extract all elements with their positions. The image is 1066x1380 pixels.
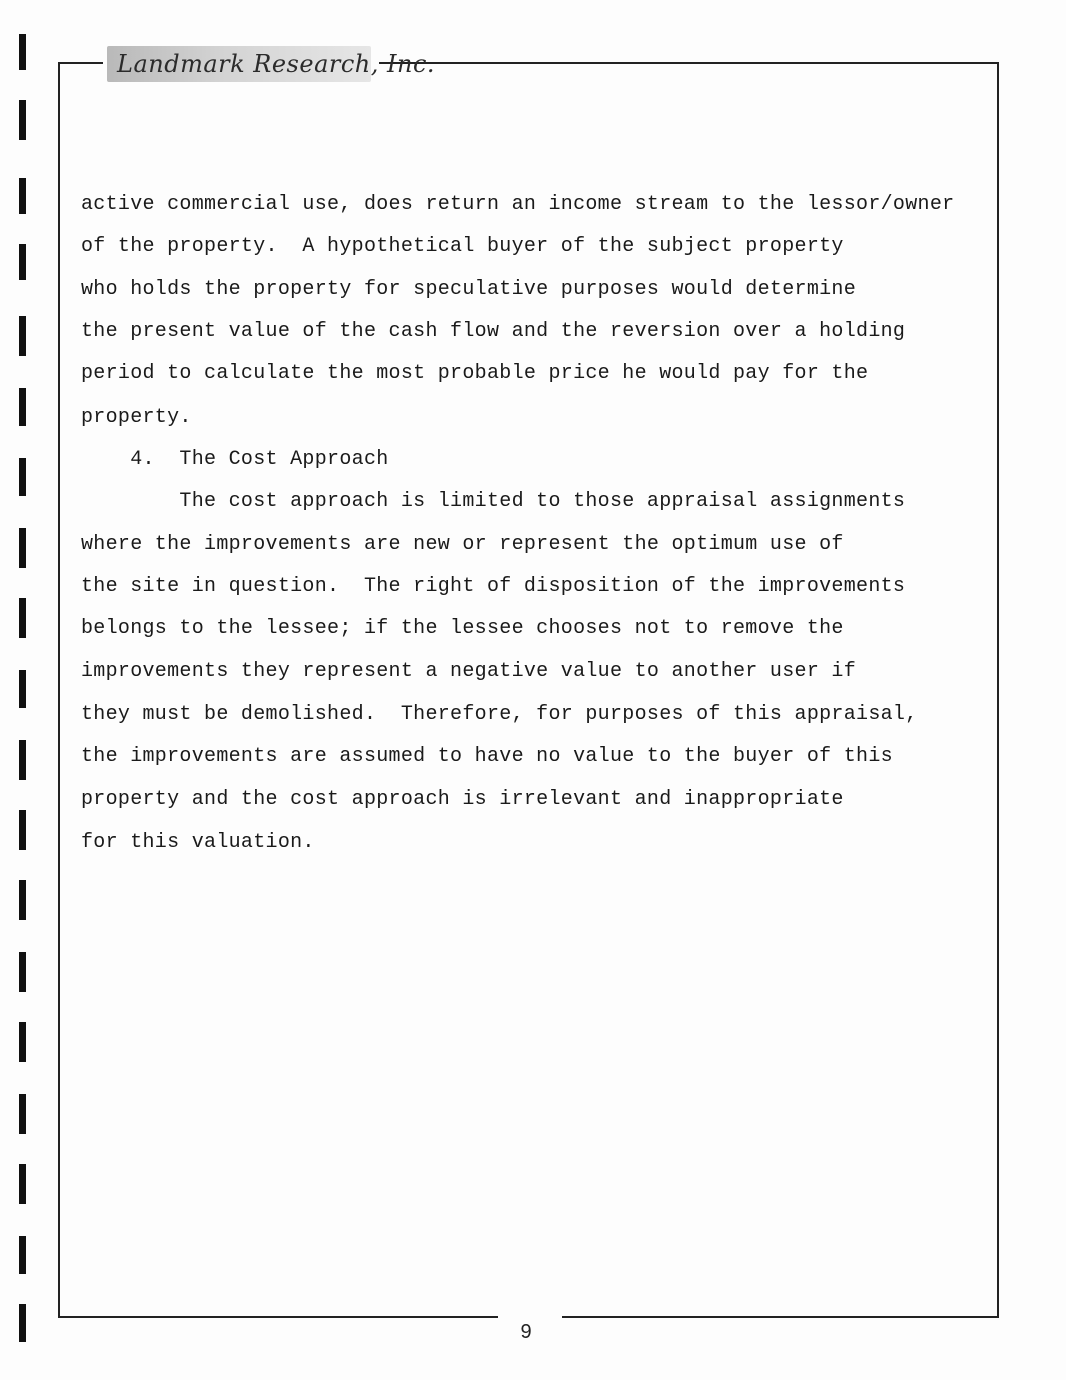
- frame-right-edge: [997, 62, 999, 1318]
- binding-mark: [19, 952, 26, 992]
- body-text-line: who holds the property for speculative purposes would determine: [81, 278, 857, 301]
- binding-mark: [19, 1022, 26, 1062]
- binding-mark: [19, 178, 26, 214]
- body-text-line: where the improvements are new or represent the optimum use of: [81, 533, 844, 556]
- body-text-line: the present value of the cash flow and the reversion over a holding: [81, 320, 906, 343]
- binding-mark: [19, 670, 26, 708]
- binding-mark: [19, 810, 26, 850]
- body-text-line: active commercial use, does return an income stream to the lessor/owner: [81, 193, 955, 216]
- body-text-line: period to calculate the most probable price he would pay for the: [81, 362, 869, 385]
- binding-mark: [19, 1164, 26, 1204]
- binding-mark: [19, 1094, 26, 1134]
- body-text-line: The cost approach is limited to those appraisal assignments: [81, 490, 906, 513]
- company-logo-text: Landmark Research, Inc.: [117, 50, 436, 78]
- body-text-line: the site in question. The right of disposition of the improvements: [81, 575, 906, 598]
- frame-left-edge: [58, 62, 60, 1318]
- binding-mark: [19, 598, 26, 638]
- frame-bottom-right-segment: [562, 1316, 999, 1318]
- frame-top-left-segment: [58, 62, 103, 64]
- page-number: 9: [520, 1321, 532, 1343]
- frame-bottom-left-segment: [58, 1316, 498, 1318]
- body-text-line: the improvements are assumed to have no value to the buyer of this: [81, 745, 893, 768]
- binding-mark: [19, 316, 26, 356]
- binding-mark: [19, 458, 26, 496]
- frame-top-right-segment: [379, 62, 999, 64]
- binding-mark: [19, 244, 26, 280]
- binding-mark: [19, 740, 26, 780]
- company-logo: [107, 46, 436, 82]
- body-text-line: they must be demolished. Therefore, for purposes of this appraisal,: [81, 703, 918, 726]
- binding-mark: [19, 880, 26, 920]
- binding-mark: [19, 1236, 26, 1274]
- binding-mark: [19, 528, 26, 568]
- body-text-line: for this valuation.: [81, 831, 315, 854]
- body-text-line: of the property. A hypothetical buyer of the subject property: [81, 235, 844, 258]
- body-text-line: belongs to the lessee; if the lessee chooses not to remove the: [81, 617, 844, 640]
- body-text-line: property.: [81, 406, 192, 429]
- body-text-line: improvements they represent a negative value to another user if: [81, 660, 857, 683]
- section-heading: 4. The Cost Approach: [81, 448, 389, 471]
- body-text-line: property and the cost approach is irrelevant and inappropriate: [81, 788, 844, 811]
- binding-mark: [19, 100, 26, 140]
- binding-mark: [19, 34, 26, 70]
- binding-mark: [19, 1304, 26, 1342]
- binding-mark: [19, 388, 26, 426]
